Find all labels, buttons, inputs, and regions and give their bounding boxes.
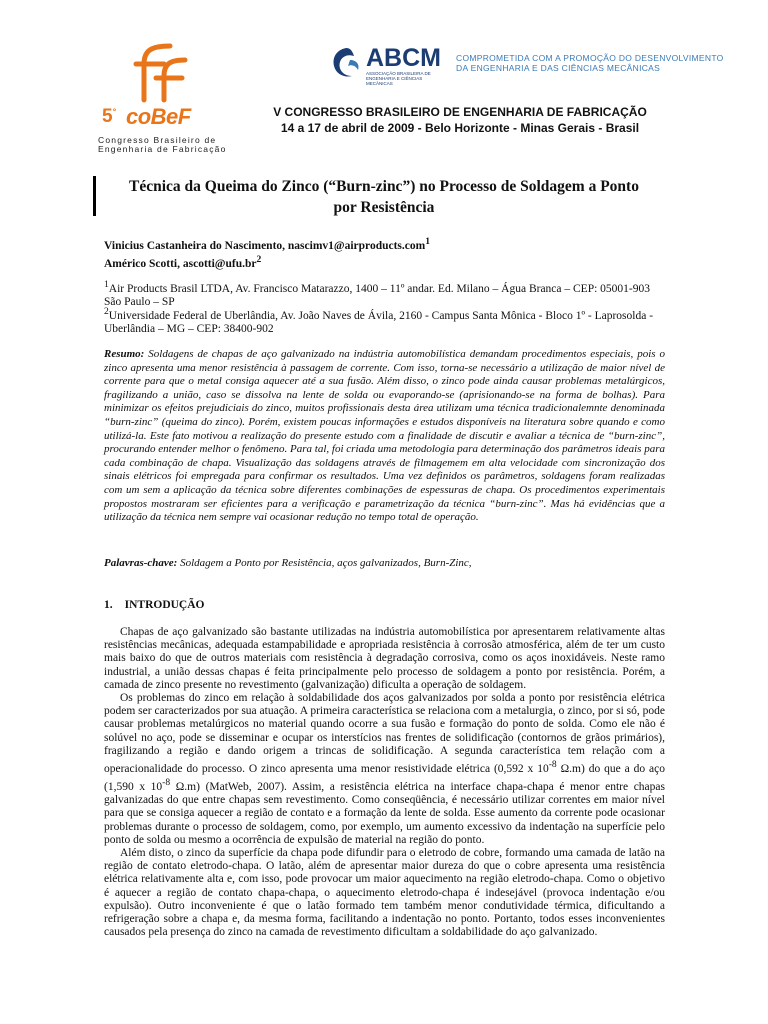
section-number: 1. <box>104 599 113 611</box>
cobef-ff-emblem-icon <box>130 40 190 104</box>
affiliation-1: $^1$Air Products Brasil LTDA, Av. Francisco Matarazzo, 1400 – 11º andar. Ed. Milano – Água Branca – CEP: 05001-903 São Paulo – SP <box>104 279 650 308</box>
affiliation-2: $^2$Universidade Federal de Uberlândia, Av. João Naves de Ávila, 2160 - Campus Santa Mônica - Bloco 1º - Laprosolda - Uberlândia – MG – CEP: 38400-902 <box>104 306 654 335</box>
body-text <box>104 626 665 939</box>
abcm-swirl-icon <box>330 46 362 80</box>
author-2: Américo Scotti, $ascotti@ufu.br^2$ <box>104 253 262 270</box>
keywords <box>104 556 665 570</box>
abstract-label: Resumo: <box>104 348 145 360</box>
paragraph-1: Chapas de aço galvanizado são bastante utilizadas na indústria automobilística por apresentarem relativamente altas resistências mecânicas, adequada estampabilidade e apropriada resistência à corrosão atmosférica, além de ter um custo mais baixo do que de outros materiais com resistência à degradação corrosiva, como os aços inoxidáveis. Neste ramo industrial, a união dessas chapas é feita principalmente pelo processo de soldagem a ponto por resistência. Porém, a camada de zinco presente no revestimento (galvanização) dificulta a operação de soldagem. <box>104 626 665 691</box>
abstract-text: Soldagens de chapas de aço galvanizado na indústria automobilística demandam procedimentos especiais, pois o zinco apresenta uma menor resistência à passagem de corrente. Com isso, torna-se necessário a utilização de maior nível de corrente para que o metal consiga aquecer até a sua fusão. Além disso, o zinco pode ainda causar problemas metalúrgicos, fragilizando a união, caso se dissolva na lente de solda ou evaporando-se (aprisionando-se na forma de bolhas). Para minimizar os efeitos prejudiciais do zinco, muitos profissionais desta área utilizam uma técnica tradicionalemnte denominada “burn-zinc” (queima do zinco). Porém, existem poucas informações e estudos disponíveis na literatura sobre quando e como utilizá-la. Este fato motivou a realização do presente estudo com a finalidade de discutir e avaliar a técnica de “burn-zinc”, procurando entender melhor o fenômeno. Para tal, foi criada uma metodologia para determinação dos parâmetros ideais para cada combinação de chapa. Visualização das soldagens através de filmagemem em alta velocidade com sincronização dos sinais elétricos foi empregada para confirmar os resultados. Uma vez definidos os parâmetros, soldagens foram realizadas com um sem a aplicação da técnica sobre diferentes combinações de espessuras de chapa. Os procedimentos experimentais propostos mostraram ser eficientes para a verificação e parametrização da técnica “burn-zinc”. Mas há evidências que a utilização da técnica nem sempre vai ocasionar redução no tempo total de operação. <box>104 348 666 524</box>
title-rule <box>93 176 96 216</box>
paragraph-2: Os problemas do zinco em relação à soldabilidade dos aços galvanizados por solda a ponto por resistência elétrica podem ser caracterizados por sua atuação. A primeira característica se relaciona com a metalurgia, o zinco, por si só, pode causar problemas metalúrgicos no material quando ocorre a sua fusão e formação do ponto de solda. Como ele não é solúvel no aço, pode se disseminar e ocupar os interstícios nas frentes de solidificação (contornos de grãos primários), fragilizando a região e dando origem a trincas de solidificação. A segunda característica tem relação com a operacionalidade do processo. O zinco apresenta uma menor resistividade elétrica (0,592 x $10^{-8}$ Ω.m) do que a do aço (1,590 x $10^{-8}$ Ω.m) (MatWeb, 2007). Assim, a resistência elétrica na interface chapa-chapa é menor entre chapas galvanizadas do que entre chapas sem revestimento. Como conseqüência, é necessário utilizar correntes em maior nível para que se consiga aquecer a região de contato e a formação da lente de solda. Esse aumento da corrente pode ocasionar problemas durante o processo de soldagem, como, por exemplo, um aumento excessivo da indentação na superfície pelo ponto de solda ou mesmo a ocorrência de expulsão de material na região do ponto. <box>104 692 665 846</box>
cobef-edition: 5° <box>102 106 117 127</box>
paragraph-3: Além disto, o zinco da superfície da chapa pode difundir para o eletrodo de cobre, formando uma camada de latão na região de contato eletrodo-chapa. O latão, além de apresentar maior dureza do que o cobre apresenta uma resistência elétrica relativamente alta e, com isso, pode provocar um maior aquecimento na região eletrodo-chapa. Como o objetivo é aquecer a região de contato chapa-chapa, o aquecimento eletrodo-chapa é indesejável (provoca indentação e/ou expulsão). Outro inconveniente é que o latão formado tem também menor condutividade térmica, dificultando a refrigeração sobre a chapa e, da mesma forma, facilitando a indentação no ponto. Portanto, todos esses inconvenientes causados pela presença do zinco na camada de revestimento dificultam a soldabilidade do aço galvanizado. <box>104 846 665 939</box>
abcm-logo <box>330 44 724 88</box>
keywords-label: Palavras-chave: <box>104 557 178 569</box>
congress-name: V CONGRESSO BRASILEIRO DE ENGENHARIA DE FABRICAÇÃO <box>273 105 647 119</box>
congress-date-location: 14 a 17 de abril de 2009 - Belo Horizonte - Minas Gerais - Brasil <box>280 121 640 135</box>
paper-title: Técnica da Queima do Zinco (“Burn-zinc”) no Processo de Soldagem a Ponto por Resistência <box>129 178 639 216</box>
cobef-wordmark: coBeF <box>126 104 191 129</box>
cobef-subtitle: Congresso Brasileiro de Engenharia de Fabricação <box>98 135 227 154</box>
section-title: INTRODUÇÃO <box>124 599 205 611</box>
cobef-logo <box>96 40 231 160</box>
abcm-wordmark: ABCM <box>366 44 441 72</box>
section-heading <box>104 599 217 611</box>
author-list <box>104 235 430 271</box>
keywords-text: Soldagem a Ponto por Resistência, aços galvanizados, Burn-Zinc, <box>180 557 472 569</box>
abstract <box>104 348 665 525</box>
author-1: Vinicius Castanheira do Nascimento, nascimv1@airproducts.com$^1$ <box>104 236 430 252</box>
abcm-fullname: ASSOCIAÇÃO BRASILEIRA DE ENGENHARIA E CIÊNCIAS MECÂNICAS <box>366 71 431 86</box>
abcm-slogan: COMPROMETIDA COM A PROMOÇÃO DO DESENVOLVIMENTO DA ENGENHARIA E DAS CIÊNCIAS MECÂNICAS <box>456 53 724 73</box>
